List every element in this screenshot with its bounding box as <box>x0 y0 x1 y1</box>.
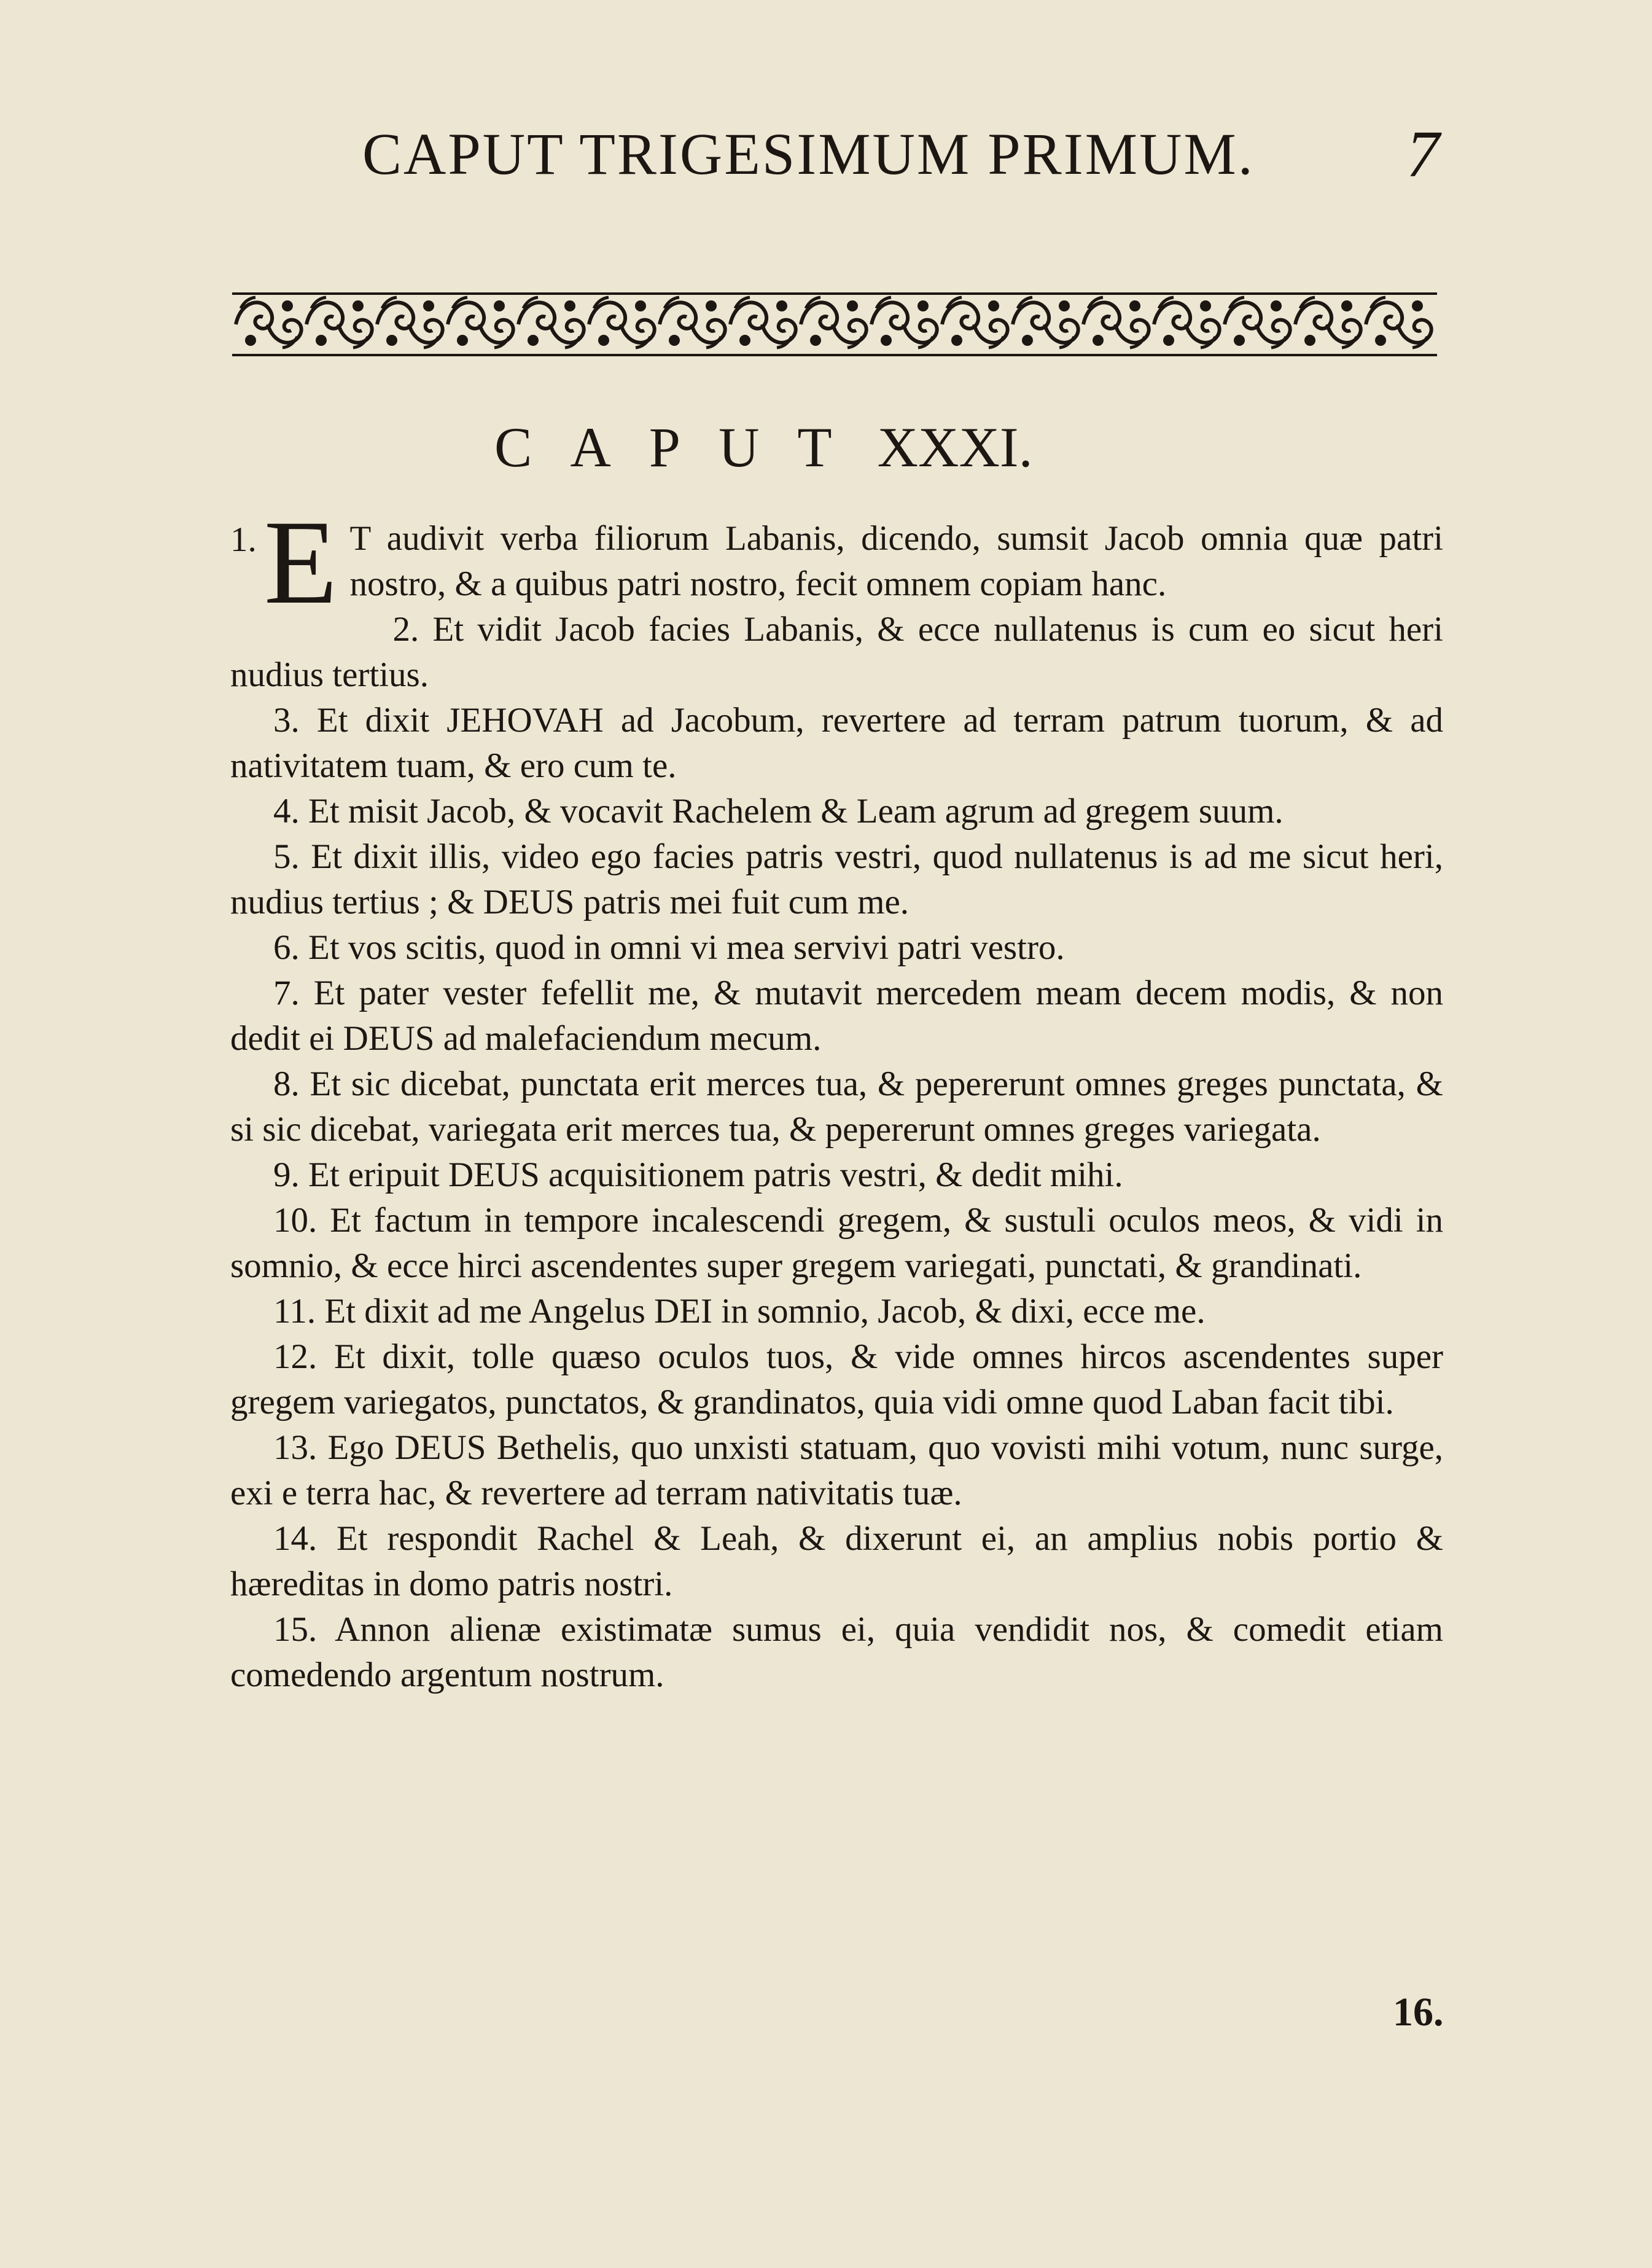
verse-number: 12. <box>273 1337 318 1376</box>
verse-5 <box>230 834 1443 925</box>
verse-number: 3. <box>273 701 300 740</box>
verse-12 <box>230 1334 1443 1425</box>
verse-1 <box>230 496 1443 629</box>
verse-text-block <box>230 496 1444 1698</box>
verse-4 <box>230 789 1443 834</box>
verse-10 <box>230 1198 1443 1289</box>
verse-text: Et sic dicebat, punctata erit merces tua, & pepererunt omnes greges punctata, & si sic dicebat, variegata erit merces tua, & pepererunt omnes greges variegata. <box>230 1065 1444 1149</box>
verse-text: Et vos scitis, quod in omni vi mea servivi patri vestro. <box>308 928 1065 967</box>
verse-text: Annon alienæ existimatæ sumus ei, quia vendidit nos, & comedit etiam comedendo argentum nostrum. <box>230 1610 1444 1694</box>
verse-number: 13. <box>273 1428 318 1467</box>
verse-text: Et dixit ad me Angelus DEI in somnio, Jacob, & dixi, ecce me. <box>324 1292 1206 1331</box>
verse-14 <box>230 1516 1443 1607</box>
verse-3 <box>230 698 1443 789</box>
chapter-numeral: XXXI. <box>877 416 1033 479</box>
verse-text: Et vidit Jacob facies Labanis, & ecce nullatenus is cum eo sicut heri nudius tertius. <box>230 610 1444 694</box>
verse-number: 7. <box>273 974 300 1012</box>
drop-cap-initial: E <box>263 496 338 629</box>
verse-7 <box>230 971 1443 1062</box>
running-title: CAPUT TRIGESIMUM PRIMUM. <box>362 121 1255 187</box>
catchword: 16. <box>1393 1990 1444 2035</box>
verse-6 <box>230 925 1443 971</box>
verse-11 <box>230 1289 1443 1334</box>
verse-text: Et factum in tempore incalescendi gregem, & sustuli oculos meos, & vidi in somnio, & ecce hirci ascendentes super gregem variegati, punctati, & grandinati. <box>230 1201 1443 1285</box>
page-number: 7 <box>1406 118 1440 191</box>
verse-text: Et misit Jacob, & vocavit Rachelem & Leam agrum ad gregem suum. <box>308 792 1284 831</box>
verse-text: Ego DEUS Bethelis, quo unxisti statuam, quo vovisti mihi votum, nunc surge, exi e terra hac, & revertere ad terram nativitatis tuæ. <box>230 1428 1443 1512</box>
verse-number: 14. <box>273 1519 318 1558</box>
verse-8 <box>230 1062 1443 1152</box>
verse-number: 9. <box>273 1156 300 1194</box>
verse-number: 15. <box>273 1610 318 1649</box>
verse-number: 5. <box>273 837 300 876</box>
verse-text: Et dixit JEHOVAH ad Jacobum, revertere ad terram patrum tuorum, & ad nativitatem tuam, & ero cum te. <box>230 701 1443 785</box>
verse-number: 8. <box>273 1065 300 1103</box>
verse-number: 1. <box>230 520 257 559</box>
verse-13 <box>230 1425 1443 1516</box>
verse-9 <box>230 1152 1443 1198</box>
verse-number: 10. <box>273 1201 318 1240</box>
chapter-heading <box>494 415 1033 480</box>
verse-number: 6. <box>273 928 300 967</box>
chapter-word: CAPUT <box>494 416 870 479</box>
verse-number: 4. <box>273 792 300 831</box>
verse-15 <box>230 1607 1443 1698</box>
verse-text: Et dixit illis, video ego facies patris vestri, quod nullatenus is ad me sicut heri, nudius tertius ; & DEUS patris mei fuit cum me. <box>230 837 1444 921</box>
verse-text: T audivit verba filiorum Labanis, dicendo, sumsit Jacob omnia quæ patri nostro, & a quibus patri nostro, fecit omnem copiam hanc. <box>349 519 1443 603</box>
verse-text: Et pater vester fefellit me, & mutavit mercedem meam decem modis, & non dedit ei DEUS ad malefaciendum mecum. <box>230 974 1443 1058</box>
fleuron-band-ornament <box>232 290 1437 359</box>
verse-number: 2. <box>392 610 419 649</box>
verse-number: 11. <box>273 1292 316 1331</box>
verse-2 <box>230 607 1443 698</box>
verse-text: Et respondit Rachel & Leah, & dixerunt ei, an amplius nobis portio & hæreditas in domo patris nostri. <box>230 1519 1443 1603</box>
verse-text: Et eripuit DEUS acquisitionem patris vestri, & dedit mihi. <box>308 1156 1123 1194</box>
verse-text: Et dixit, tolle quæso oculos tuos, & vide omnes hircos ascendentes super gregem variegatos, punctatos, & grandinatos, quia vidi omne quod Laban facit tibi. <box>230 1337 1443 1421</box>
